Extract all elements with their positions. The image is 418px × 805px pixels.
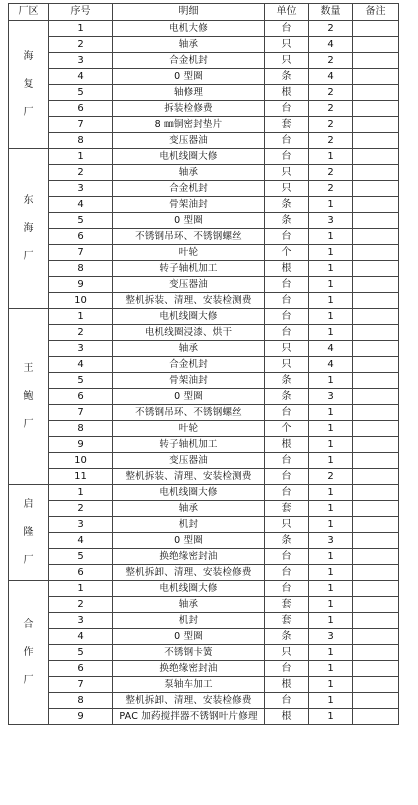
seq-cell: 8 <box>49 261 113 277</box>
note-cell <box>353 437 399 453</box>
unit-cell: 台 <box>265 21 309 37</box>
table-row <box>9 197 399 213</box>
desc-cell: 不锈钢卡簧 <box>113 645 265 661</box>
seq-cell: 4 <box>49 629 113 645</box>
seq-cell: 7 <box>49 117 113 133</box>
desc-cell: 轴修理 <box>113 85 265 101</box>
note-cell <box>353 341 399 357</box>
table-row <box>9 453 399 469</box>
note-cell <box>353 229 399 245</box>
unit-cell: 只 <box>265 181 309 197</box>
qty-cell: 4 <box>309 69 353 85</box>
desc-cell: 轴承 <box>113 501 265 517</box>
qty-cell: 1 <box>309 565 353 581</box>
note-cell <box>353 629 399 645</box>
note-cell <box>353 245 399 261</box>
unit-cell: 台 <box>265 485 309 501</box>
desc-cell: 0 型圈 <box>113 389 265 405</box>
note-cell <box>353 85 399 101</box>
seq-cell: 1 <box>49 309 113 325</box>
desc-cell: 泵轴车加工 <box>113 677 265 693</box>
note-cell <box>353 517 399 533</box>
note-cell <box>353 693 399 709</box>
qty-cell: 1 <box>309 373 353 389</box>
qty-cell: 1 <box>309 405 353 421</box>
table-row <box>9 645 399 661</box>
unit-cell: 条 <box>265 533 309 549</box>
factory-name-cell <box>9 581 49 725</box>
unit-cell: 套 <box>265 501 309 517</box>
unit-cell: 台 <box>265 661 309 677</box>
unit-cell: 台 <box>265 325 309 341</box>
seq-cell: 1 <box>49 149 113 165</box>
note-cell <box>353 501 399 517</box>
seq-cell: 1 <box>49 21 113 37</box>
desc-cell: 轴承 <box>113 341 265 357</box>
header-unit: 单位 <box>265 4 309 21</box>
desc-cell: 机封 <box>113 517 265 533</box>
note-cell <box>353 213 399 229</box>
qty-cell: 1 <box>309 293 353 309</box>
unit-cell: 只 <box>265 357 309 373</box>
qty-cell: 2 <box>309 181 353 197</box>
note-cell <box>353 485 399 501</box>
qty-cell: 1 <box>309 325 353 341</box>
note-cell <box>353 373 399 389</box>
seq-cell: 2 <box>49 597 113 613</box>
qty-cell: 3 <box>309 533 353 549</box>
table-row <box>9 53 399 69</box>
note-cell <box>353 357 399 373</box>
desc-cell: 电机线圈大修 <box>113 149 265 165</box>
factory-name-cell <box>9 309 49 485</box>
unit-cell: 条 <box>265 389 309 405</box>
seq-cell: 4 <box>49 197 113 213</box>
unit-cell: 只 <box>265 37 309 53</box>
factory-name-cell <box>9 21 49 149</box>
table-row <box>9 597 399 613</box>
table-row <box>9 213 399 229</box>
qty-cell: 4 <box>309 37 353 53</box>
desc-cell: 整机拆卸、清理、安装检修费 <box>113 565 265 581</box>
desc-cell: 合金机封 <box>113 181 265 197</box>
seq-cell: 5 <box>49 213 113 229</box>
desc-cell: 0 型圈 <box>113 629 265 645</box>
qty-cell: 1 <box>309 197 353 213</box>
desc-cell: 0 型圈 <box>113 69 265 85</box>
table-row <box>9 709 399 725</box>
unit-cell: 台 <box>265 229 309 245</box>
qty-cell: 1 <box>309 677 353 693</box>
note-cell <box>353 133 399 149</box>
unit-cell: 个 <box>265 421 309 437</box>
seq-cell: 3 <box>49 53 113 69</box>
seq-cell: 5 <box>49 549 113 565</box>
factory-name-char: 海 <box>23 50 34 62</box>
unit-cell: 台 <box>265 549 309 565</box>
qty-cell: 2 <box>309 85 353 101</box>
note-cell <box>353 565 399 581</box>
unit-cell: 台 <box>265 469 309 485</box>
qty-cell: 4 <box>309 341 353 357</box>
factory-name-char: 王 <box>23 362 34 374</box>
qty-cell: 1 <box>309 309 353 325</box>
unit-cell: 台 <box>265 101 309 117</box>
desc-cell: 不锈钢吊环、不锈钢螺丝 <box>113 229 265 245</box>
table-row <box>9 357 399 373</box>
desc-cell: 变压器油 <box>113 277 265 293</box>
desc-cell: 转子轴机加工 <box>113 261 265 277</box>
seq-cell: 6 <box>49 661 113 677</box>
unit-cell: 台 <box>265 565 309 581</box>
unit-cell: 台 <box>265 581 309 597</box>
factory-name-cell <box>9 149 49 309</box>
table-row <box>9 693 399 709</box>
table-row <box>9 389 399 405</box>
qty-cell: 1 <box>309 453 353 469</box>
unit-cell: 台 <box>265 149 309 165</box>
table-row <box>9 133 399 149</box>
seq-cell: 2 <box>49 501 113 517</box>
unit-cell: 台 <box>265 309 309 325</box>
seq-cell: 5 <box>49 645 113 661</box>
factory-name-char: 鲍 <box>23 390 34 402</box>
unit-cell: 台 <box>265 293 309 309</box>
seq-cell: 8 <box>49 133 113 149</box>
unit-cell: 条 <box>265 629 309 645</box>
seq-cell: 5 <box>49 85 113 101</box>
note-cell <box>353 421 399 437</box>
unit-cell: 套 <box>265 117 309 133</box>
table-row <box>9 437 399 453</box>
qty-cell: 3 <box>309 389 353 405</box>
note-cell <box>353 197 399 213</box>
note-cell <box>353 117 399 133</box>
table-row <box>9 341 399 357</box>
seq-cell: 7 <box>49 245 113 261</box>
table-row <box>9 613 399 629</box>
qty-cell: 1 <box>309 277 353 293</box>
qty-cell: 1 <box>309 261 353 277</box>
desc-cell: 不锈钢吊环、不锈钢螺丝 <box>113 405 265 421</box>
table-row <box>9 373 399 389</box>
desc-cell: 整机拆装、清理、安装检测费 <box>113 469 265 485</box>
factory-name-char: 厂 <box>23 554 34 566</box>
seq-cell: 2 <box>49 37 113 53</box>
desc-cell: 轴承 <box>113 165 265 181</box>
unit-cell: 根 <box>265 85 309 101</box>
table-row <box>9 101 399 117</box>
factory-name-char: 厂 <box>23 674 34 686</box>
note-cell <box>353 293 399 309</box>
seq-cell: 10 <box>49 453 113 469</box>
unit-cell: 条 <box>265 373 309 389</box>
factory-name-char: 合 <box>23 618 34 630</box>
unit-cell: 条 <box>265 213 309 229</box>
table-row <box>9 277 399 293</box>
note-cell <box>353 469 399 485</box>
table-row <box>9 469 399 485</box>
seq-cell: 1 <box>49 581 113 597</box>
table-row <box>9 21 399 37</box>
note-cell <box>353 101 399 117</box>
qty-cell: 2 <box>309 53 353 69</box>
seq-cell: 7 <box>49 405 113 421</box>
repair-detail-table <box>8 3 399 725</box>
seq-cell: 10 <box>49 293 113 309</box>
qty-cell: 1 <box>309 709 353 725</box>
note-cell <box>353 581 399 597</box>
table-row <box>9 181 399 197</box>
factory-name-char: 启 <box>23 498 34 510</box>
desc-cell: 骨架油封 <box>113 197 265 213</box>
desc-cell: 轴承 <box>113 597 265 613</box>
seq-cell: 3 <box>49 181 113 197</box>
note-cell <box>353 533 399 549</box>
header-qty: 数量 <box>309 4 353 21</box>
header-desc: 明细 <box>113 4 265 21</box>
note-cell <box>353 645 399 661</box>
desc-cell: 电机线圈浸漆、烘干 <box>113 325 265 341</box>
unit-cell: 只 <box>265 53 309 69</box>
qty-cell: 1 <box>309 613 353 629</box>
table-row <box>9 245 399 261</box>
note-cell <box>353 53 399 69</box>
qty-cell: 1 <box>309 597 353 613</box>
note-cell <box>353 37 399 53</box>
unit-cell: 根 <box>265 709 309 725</box>
note-cell <box>353 389 399 405</box>
seq-cell: 4 <box>49 533 113 549</box>
qty-cell: 1 <box>309 581 353 597</box>
qty-cell: 1 <box>309 501 353 517</box>
seq-cell: 6 <box>49 565 113 581</box>
seq-cell: 9 <box>49 437 113 453</box>
factory-name-char: 厂 <box>23 418 34 430</box>
factory-name-char: 厂 <box>23 106 34 118</box>
desc-cell: 变压器油 <box>113 453 265 469</box>
qty-cell: 1 <box>309 229 353 245</box>
unit-cell: 台 <box>265 277 309 293</box>
unit-cell: 根 <box>265 677 309 693</box>
seq-cell: 8 <box>49 693 113 709</box>
note-cell <box>353 69 399 85</box>
note-cell <box>353 309 399 325</box>
qty-cell: 2 <box>309 101 353 117</box>
unit-cell: 台 <box>265 133 309 149</box>
qty-cell: 1 <box>309 693 353 709</box>
desc-cell: 合金机封 <box>113 53 265 69</box>
note-cell <box>353 325 399 341</box>
header-seq: 序号 <box>49 4 113 21</box>
qty-cell: 3 <box>309 213 353 229</box>
unit-cell: 根 <box>265 261 309 277</box>
unit-cell: 套 <box>265 613 309 629</box>
desc-cell: 8 ㎜铜密封垫片 <box>113 117 265 133</box>
qty-cell: 1 <box>309 517 353 533</box>
table-row <box>9 421 399 437</box>
qty-cell: 2 <box>309 21 353 37</box>
seq-cell: 3 <box>49 613 113 629</box>
qty-cell: 1 <box>309 421 353 437</box>
seq-cell: 3 <box>49 517 113 533</box>
seq-cell: 9 <box>49 709 113 725</box>
qty-cell: 1 <box>309 245 353 261</box>
note-cell <box>353 677 399 693</box>
desc-cell: 合金机封 <box>113 357 265 373</box>
desc-cell: 0 型圈 <box>113 533 265 549</box>
table-row <box>9 501 399 517</box>
factory-name-char: 复 <box>23 78 34 90</box>
seq-cell: 6 <box>49 389 113 405</box>
desc-cell: 整机拆装、清理、安装检测费 <box>113 293 265 309</box>
qty-cell: 1 <box>309 149 353 165</box>
table-row <box>9 565 399 581</box>
desc-cell: 整机拆卸、清理、安装检修费 <box>113 693 265 709</box>
table-row <box>9 69 399 85</box>
seq-cell: 6 <box>49 229 113 245</box>
qty-cell: 1 <box>309 661 353 677</box>
desc-cell: 叶轮 <box>113 421 265 437</box>
desc-cell: 换绝缘密封油 <box>113 549 265 565</box>
desc-cell: 变压器油 <box>113 133 265 149</box>
seq-cell: 1 <box>49 485 113 501</box>
seq-cell: 4 <box>49 69 113 85</box>
unit-cell: 只 <box>265 341 309 357</box>
factory-name-char: 海 <box>23 222 34 234</box>
table-row <box>9 533 399 549</box>
qty-cell: 1 <box>309 485 353 501</box>
desc-cell: PAC 加药搅拌器不锈钢叶片修理 <box>113 709 265 725</box>
table-row <box>9 85 399 101</box>
desc-cell: 叶轮 <box>113 245 265 261</box>
qty-cell: 3 <box>309 629 353 645</box>
note-cell <box>353 661 399 677</box>
seq-cell: 9 <box>49 277 113 293</box>
note-cell <box>353 165 399 181</box>
table-row <box>9 517 399 533</box>
desc-cell: 骨架油封 <box>113 373 265 389</box>
factory-name-char: 东 <box>23 194 34 206</box>
seq-cell: 6 <box>49 101 113 117</box>
table-row <box>9 581 399 597</box>
unit-cell: 条 <box>265 69 309 85</box>
table-row <box>9 485 399 501</box>
desc-cell: 0 型圈 <box>113 213 265 229</box>
qty-cell: 2 <box>309 133 353 149</box>
unit-cell: 台 <box>265 693 309 709</box>
seq-cell: 3 <box>49 341 113 357</box>
qty-cell: 1 <box>309 549 353 565</box>
table-row <box>9 549 399 565</box>
table-row <box>9 661 399 677</box>
table-body <box>9 21 399 725</box>
table-row <box>9 405 399 421</box>
seq-cell: 2 <box>49 165 113 181</box>
note-cell <box>353 613 399 629</box>
qty-cell: 2 <box>309 469 353 485</box>
unit-cell: 台 <box>265 405 309 421</box>
seq-cell: 2 <box>49 325 113 341</box>
factory-name-cell <box>9 485 49 581</box>
unit-cell: 只 <box>265 165 309 181</box>
note-cell <box>353 181 399 197</box>
desc-cell: 机封 <box>113 613 265 629</box>
unit-cell: 条 <box>265 197 309 213</box>
table-row <box>9 37 399 53</box>
desc-cell: 电机线圈大修 <box>113 309 265 325</box>
desc-cell: 电机大修 <box>113 21 265 37</box>
factory-name-char: 隆 <box>23 526 34 538</box>
qty-cell: 2 <box>309 117 353 133</box>
desc-cell: 轴承 <box>113 37 265 53</box>
unit-cell: 只 <box>265 517 309 533</box>
unit-cell: 台 <box>265 453 309 469</box>
header-area: 厂区 <box>9 4 49 21</box>
note-cell <box>353 261 399 277</box>
note-cell <box>353 277 399 293</box>
seq-cell: 5 <box>49 373 113 389</box>
unit-cell: 只 <box>265 645 309 661</box>
note-cell <box>353 21 399 37</box>
note-cell <box>353 149 399 165</box>
unit-cell: 根 <box>265 437 309 453</box>
desc-cell: 电机线圈大修 <box>113 485 265 501</box>
seq-cell: 11 <box>49 469 113 485</box>
table-row <box>9 261 399 277</box>
note-cell <box>353 549 399 565</box>
note-cell <box>353 453 399 469</box>
qty-cell: 1 <box>309 437 353 453</box>
table-row <box>9 149 399 165</box>
table-row <box>9 325 399 341</box>
table-row <box>9 677 399 693</box>
desc-cell: 电机线圈大修 <box>113 581 265 597</box>
table-row <box>9 309 399 325</box>
seq-cell: 4 <box>49 357 113 373</box>
table-row <box>9 293 399 309</box>
note-cell <box>353 597 399 613</box>
qty-cell: 2 <box>309 165 353 181</box>
desc-cell: 拆装检修费 <box>113 101 265 117</box>
table-header-row <box>9 4 399 21</box>
table-row <box>9 117 399 133</box>
note-cell <box>353 405 399 421</box>
factory-name-char: 厂 <box>23 250 34 262</box>
table-row <box>9 629 399 645</box>
factory-name-char: 作 <box>23 646 34 658</box>
qty-cell: 4 <box>309 357 353 373</box>
header-note: 备注 <box>353 4 399 21</box>
seq-cell: 8 <box>49 421 113 437</box>
desc-cell: 转子轴机加工 <box>113 437 265 453</box>
table-row <box>9 165 399 181</box>
note-cell <box>353 709 399 725</box>
seq-cell: 7 <box>49 677 113 693</box>
unit-cell: 套 <box>265 597 309 613</box>
desc-cell: 换绝缘密封油 <box>113 661 265 677</box>
unit-cell: 个 <box>265 245 309 261</box>
table-row <box>9 229 399 245</box>
qty-cell: 1 <box>309 645 353 661</box>
